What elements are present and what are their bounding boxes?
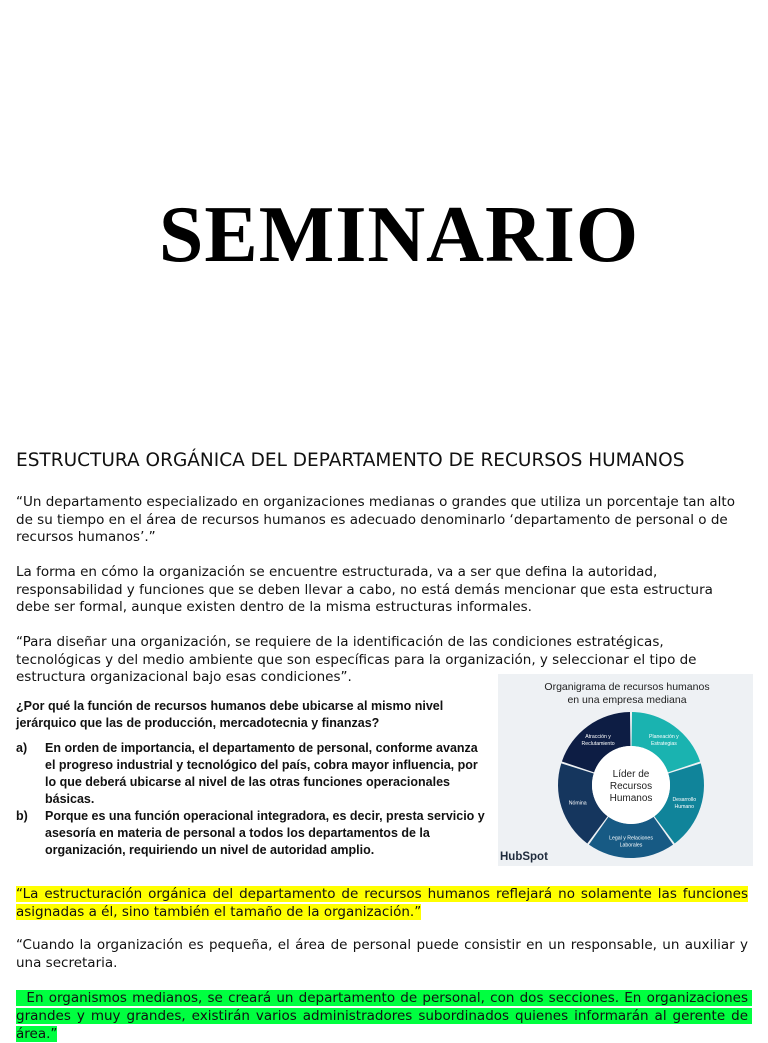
- center-label-line3: Humanos: [609, 793, 653, 804]
- highlight-text: “La estructuración orgánica del departamento de recursos humanos reflejará no solamente las funciones asignadas a él, sino también el tamaño de la organización.”: [16, 886, 748, 920]
- section-heading: ESTRUCTURA ORGÁNICA DEL DEPARTAMENTO DE RECURSOS HUMANOS: [16, 450, 685, 471]
- figure-title-line1: Organigrama de recursos humanos: [544, 681, 710, 693]
- paragraph-design-quote: “Para diseñar una organización, se requiere de la identificación de las condiciones estratégicas, tecnológicas y del medio ambiente que son específicas para la organización, y seleccionar el tipo de estructura organizacional bajo esas condiciones”.: [16, 634, 697, 685]
- segment-label: Planeación y: [649, 734, 679, 741]
- paragraph-structure: La forma en cómo la organización se encuentre estructurada, va a ser que defina la autoridad, responsabilidad y funciones que se deben llevar a cabo, no está demás mencionar que esta estructura debe ser formal, aunque existen dentro de la misma estructuras informales.: [16, 564, 713, 615]
- page-title: SEMINARIO: [158, 191, 640, 279]
- list-marker: b): [16, 809, 28, 823]
- segment-label: Reclutamiento: [581, 741, 615, 748]
- org-chart-donut: [498, 674, 753, 866]
- segment-label: Estrategias: [650, 741, 677, 748]
- list-item: [16, 808, 486, 859]
- list-item: [16, 740, 486, 808]
- question-text: ¿Por qué la función de recursos humanos debe ubicarse al mismo nivel jerárquico que las de producción, mercadotecnia y finanzas?: [16, 699, 444, 730]
- answer-list: [16, 740, 486, 859]
- list-item-text: Porque es una función operacional integradora, es decir, presta servicio y asesoría en materia de personal a todos los departamentos de la organización, requiriendo un nivel de autoridad amplio.: [45, 809, 485, 857]
- center-label-line2: Recursos: [609, 781, 653, 792]
- paragraph-small-org: “Cuando la organización es pequeña, el área de personal puede consistir en un responsable, un auxiliar y una secretaria.: [16, 937, 748, 971]
- segment-label: Atracción y: [585, 734, 611, 741]
- highlight-text: En organismos medianos, se creará un departamento de personal, con dos secciones. En organizaciones grandes y muy grandes, existirán varios administradores subordinados quienes informarán al gerente de área.”: [16, 990, 753, 1042]
- list-marker: a): [16, 741, 28, 755]
- center-label-line1: Líder de: [612, 769, 650, 780]
- highlight-quote-green: [16, 989, 753, 1043]
- paragraph-quote-definition: “Un departamento especializado en organizaciones medianas o grandes que utiliza un porcentaje tan alto de su tiempo en el área de recursos humanos es adecuado denominarlo ‘departamento de personal o de recursos humanos’.”: [16, 494, 735, 545]
- segment-label: Laborales: [619, 842, 643, 849]
- hubspot-logo: HubSpot: [500, 851, 548, 863]
- segment-label: Desarrollo: [672, 796, 697, 803]
- figure-title-line2: en una empresa mediana: [567, 694, 687, 706]
- highlight-quote-yellow: [16, 885, 748, 921]
- org-chart-figure: [498, 674, 753, 866]
- segment-label: Nómina: [568, 800, 587, 807]
- segment-label: Humano: [674, 803, 695, 810]
- list-item-text: En orden de importancia, el departamento de personal, conforme avanza el progreso industrial y tecnológico del país, cobra mayor influencia, por lo que deberá ubicarse al nivel de las otras funciones operacionales básicas.: [45, 741, 478, 806]
- segment-label: Legal y Relaciones: [609, 835, 653, 842]
